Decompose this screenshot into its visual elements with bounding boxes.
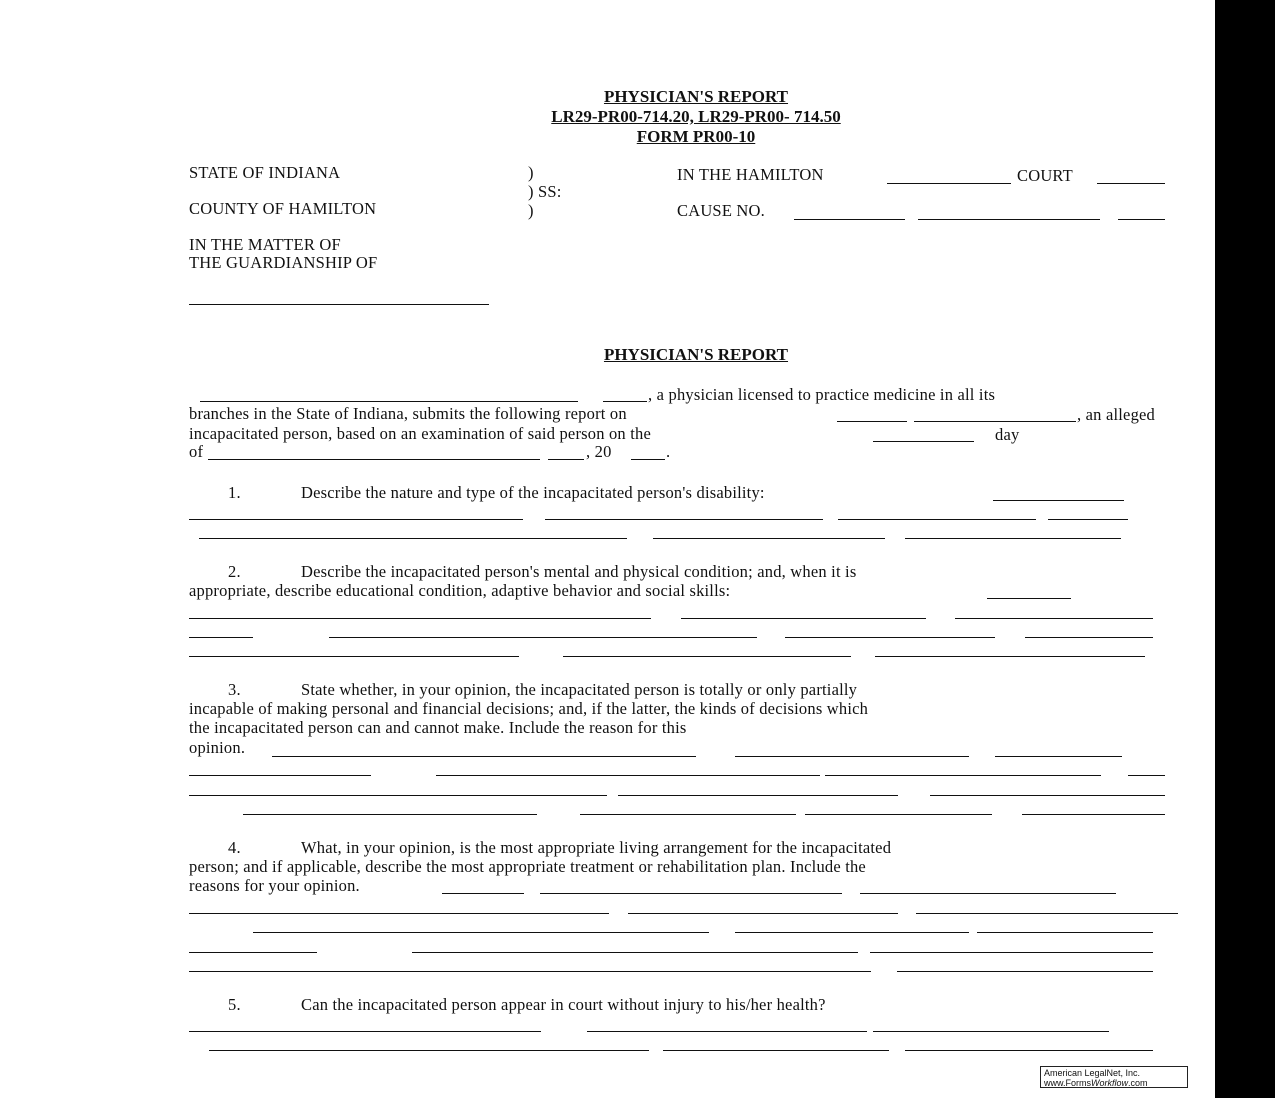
cause-number-blank[interactable] (794, 219, 905, 220)
answer-blank[interactable] (1128, 775, 1165, 776)
answer-blank[interactable] (189, 618, 651, 619)
court-label: IN THE HAMILTON (677, 165, 824, 184)
intro-line: of (189, 442, 204, 461)
ss-label: ) SS: (528, 182, 562, 201)
exam-month-blank[interactable] (208, 459, 540, 460)
answer-blank[interactable] (199, 538, 627, 539)
answer-blank[interactable] (243, 814, 537, 815)
cause-number-blank[interactable] (918, 219, 1100, 220)
answer-blank[interactable] (189, 637, 253, 638)
answer-blank[interactable] (735, 756, 969, 757)
answer-blank[interactable] (189, 1031, 541, 1032)
question-text: What, in your opinion, is the most appropriate living arrangement for the incapacitated (301, 838, 892, 857)
intro-line: day (995, 425, 1020, 444)
answer-blank[interactable] (870, 952, 1153, 953)
intro-line: . (666, 442, 671, 461)
form-number: FORM PR00-10 (636, 127, 756, 146)
answer-blank[interactable] (905, 538, 1121, 539)
answer-blank[interactable] (329, 637, 757, 638)
question-text: reasons for your opinion. (189, 876, 360, 895)
exam-month-blank[interactable] (548, 459, 584, 460)
publisher-name: American LegalNet, Inc. (1044, 1068, 1141, 1078)
intro-line: branches in the State of Indiana, submits the following report on (189, 404, 627, 423)
question-text: State whether, in your opinion, the incapacitated person is totally or only partially (301, 680, 858, 699)
question-text: opinion. (189, 738, 246, 757)
state-label: STATE OF INDIANA (189, 163, 341, 182)
question-text: appropriate, describe educational condition, adaptive behavior and social skills: (189, 581, 731, 600)
court-number-blank[interactable] (1097, 183, 1165, 184)
answer-blank[interactable] (628, 913, 898, 914)
report-heading: PHYSICIAN'S REPORT (603, 345, 789, 364)
answer-blank[interactable] (209, 1050, 649, 1051)
publisher-url: www.FormsWorkflow.com (1044, 1078, 1148, 1088)
guardianship-label: THE GUARDIANSHIP OF (189, 253, 378, 272)
question-number: 1. (228, 483, 241, 502)
question-text: incapable of making personal and financial decisions; and, if the latter, the kinds of decisions which (189, 699, 869, 718)
answer-blank[interactable] (412, 952, 858, 953)
answer-blank[interactable] (540, 893, 842, 894)
person-name-blank[interactable] (914, 421, 1076, 422)
answer-blank[interactable] (587, 1031, 867, 1032)
form-title: PHYSICIAN'S REPORT (603, 87, 789, 106)
answer-blank[interactable] (987, 598, 1071, 599)
answer-blank[interactable] (1022, 814, 1165, 815)
caption-paren: ) (528, 163, 534, 182)
answer-blank[interactable] (189, 656, 519, 657)
answer-blank[interactable] (189, 775, 371, 776)
answer-blank[interactable] (563, 656, 851, 657)
ward-name-blank[interactable] (189, 304, 489, 305)
court-name-blank[interactable] (887, 183, 1011, 184)
intro-line: , an alleged (1077, 405, 1155, 424)
answer-blank[interactable] (253, 932, 709, 933)
answer-blank[interactable] (436, 775, 820, 776)
form-codes: LR29-PR00-714.20, LR29-PR00- 714.50 (551, 107, 841, 126)
question-number: 2. (228, 562, 241, 581)
answer-blank[interactable] (189, 795, 607, 796)
answer-blank[interactable] (735, 932, 969, 933)
answer-blank[interactable] (545, 519, 823, 520)
question-number: 3. (228, 680, 241, 699)
answer-blank[interactable] (873, 1031, 1109, 1032)
answer-blank[interactable] (272, 756, 696, 757)
answer-blank[interactable] (930, 795, 1165, 796)
question-text: Describe the nature and type of the incapacitated person's disability: (301, 483, 765, 502)
answer-blank[interactable] (905, 1050, 1153, 1051)
answer-blank[interactable] (189, 913, 609, 914)
answer-blank[interactable] (897, 971, 1153, 972)
cause-label: CAUSE NO. (677, 201, 765, 220)
question-number: 5. (228, 995, 241, 1014)
answer-blank[interactable] (1025, 637, 1153, 638)
physician-name-blank[interactable] (200, 401, 578, 402)
question-text: the incapacitated person can and cannot make. Include the reason for this (189, 718, 687, 737)
intro-line: , a physician licensed to practice medicine in all its (648, 385, 996, 404)
question-text: person; and if applicable, describe the most appropriate treatment or rehabilitation plan. Include the (189, 857, 866, 876)
question-number: 4. (228, 838, 241, 857)
answer-blank[interactable] (189, 952, 317, 953)
person-name-blank[interactable] (837, 421, 907, 422)
answer-blank[interactable] (653, 538, 885, 539)
answer-blank[interactable] (838, 519, 1036, 520)
answer-blank[interactable] (875, 656, 1145, 657)
question-text: Describe the incapacitated person's mental and physical condition; and, when it is (301, 562, 857, 581)
exam-year-blank[interactable] (631, 459, 665, 460)
publisher-badge (1040, 1066, 1188, 1088)
cause-number-blank[interactable] (1118, 219, 1165, 220)
answer-blank[interactable] (977, 932, 1153, 933)
answer-blank[interactable] (618, 795, 898, 796)
intro-line: , 20 (586, 442, 612, 461)
answer-blank[interactable] (995, 756, 1122, 757)
intro-line: incapacitated person, based on an examination of said person on the (189, 424, 651, 443)
caption-paren: ) (528, 201, 534, 220)
page-edge-bar (1215, 0, 1275, 1098)
answer-blank[interactable] (1048, 519, 1128, 520)
exam-day-blank[interactable] (873, 441, 974, 442)
court-suffix-label: COURT (1017, 166, 1073, 185)
answer-blank[interactable] (580, 814, 796, 815)
physician-name-blank[interactable] (603, 401, 647, 402)
answer-blank[interactable] (681, 618, 926, 619)
answer-blank[interactable] (916, 913, 1178, 914)
answer-blank[interactable] (663, 1050, 889, 1051)
answer-blank[interactable] (785, 637, 995, 638)
answer-blank[interactable] (993, 500, 1124, 501)
answer-blank[interactable] (189, 971, 871, 972)
question-text: Can the incapacitated person appear in court without injury to his/her health? (301, 995, 826, 1014)
answer-blank[interactable] (442, 893, 524, 894)
answer-blank[interactable] (805, 814, 992, 815)
county-label: COUNTY OF HAMILTON (189, 199, 377, 218)
answer-blank[interactable] (189, 519, 523, 520)
answer-blank[interactable] (825, 775, 1101, 776)
matter-label: IN THE MATTER OF (189, 235, 341, 254)
answer-blank[interactable] (860, 893, 1116, 894)
answer-blank[interactable] (955, 618, 1153, 619)
